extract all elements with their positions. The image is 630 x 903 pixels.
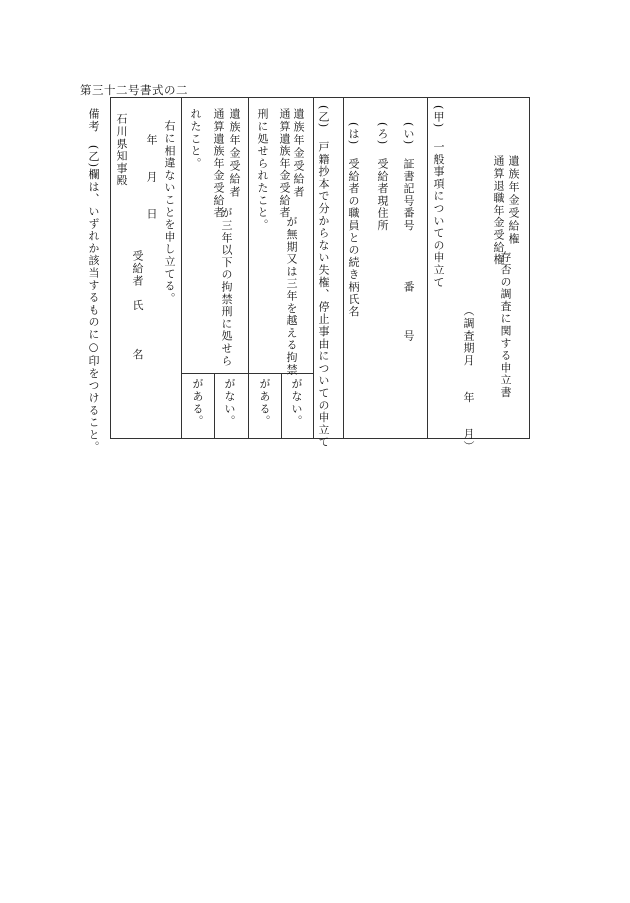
title-line1: 遺族年金受給権 [507,155,520,246]
title-period: （調査期月 年 月） [462,305,475,453]
note: 備考 (乙)欄は、いずれか該当するものに○印をつけること。 [87,108,100,454]
divider-row1 [248,97,249,439]
row1-line1: 遺族年金受給者 [292,108,305,199]
title-line2: 通算退職年金受給権 [492,155,505,266]
title-suffix: 存否の調査に関する申立書 [499,251,512,399]
row2-line3: が三年以下の拘禁刑に処せら [220,207,233,367]
row1-line4: 刑に処せられたこと。 [256,108,269,231]
section-b-heading: (乙) 戸籍抄本で分からない失権、停止事由についての申立て [317,105,330,449]
declaration-text: 右に相違ないことを申し立てる。 [163,120,176,305]
section-a-item-i: (い) 証書記号番号 番 号 [402,122,415,343]
row1-option-exists[interactable]: がある。 [258,378,271,428]
declaration-addressee: 石川県知事殿 [115,113,128,187]
divider-section-b-heading [313,97,314,439]
divider-title [427,97,428,439]
row1-option-none[interactable]: がない。 [290,378,303,428]
section-a-heading: (甲) 一般事項についての申立て [432,105,445,289]
row1-line2: 通算遺族年金受給者 [278,108,291,219]
row2-line2: 通算遺族年金受給者 [212,108,225,219]
row2-option-none[interactable]: がない。 [223,378,236,428]
divider-declaration [181,97,182,439]
form-number: 第三十二号書式の二 [80,83,188,97]
section-a-item-ha: (は) 受給者の職員との続き柄氏名 [347,122,360,318]
row2-option-exists[interactable]: がある。 [191,378,204,428]
row1-options-divider [281,373,282,439]
row1-line3: が無期又は三年を越える拘禁 [285,216,298,376]
row2-line4: れたこと。 [189,108,202,170]
declaration-applicant: 受給者 氏 名 [131,250,144,361]
declaration-date: 年 月 日 [145,134,158,221]
divider-section-a [343,97,344,439]
row2-line1: 遺族年金受給者 [228,108,241,199]
section-a-item-ro: (ろ) 受給者現住所 [376,122,389,232]
row2-options-divider [214,373,215,439]
